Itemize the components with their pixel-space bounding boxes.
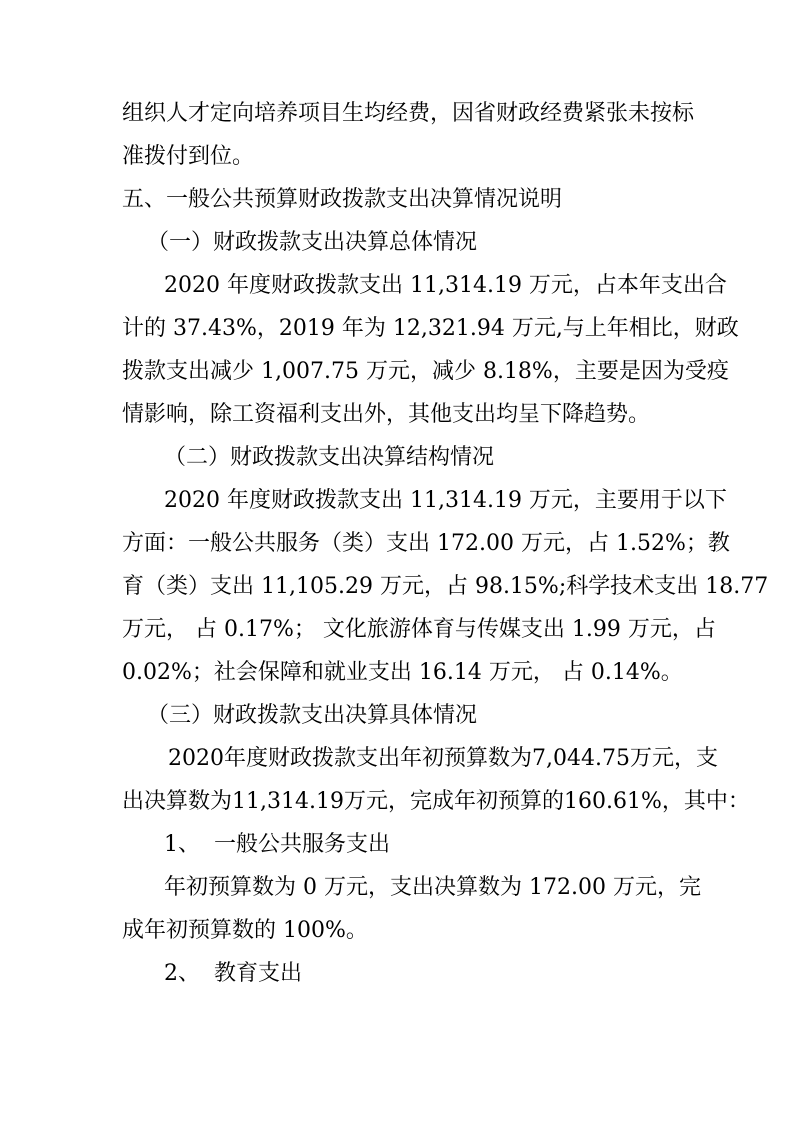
paragraph-line: 2020 年度财政拨款支出 11,314.19 万元，占本年支出合 [164,273,727,298]
paragraph-line: 情影响，除工资福利支出外，其他支出均呈下降趋势。 [122,402,651,427]
paragraph-line: 拨款支出减少 1,007.75 万元，减少 8.18%，主要是因为受疫 [122,359,729,384]
list-item-number: 1、 [164,832,200,857]
list-item-title: 一般公共服务支出 [214,832,391,857]
paragraph-line: 年初预算数为 0 万元，支出决算数为 172.00 万元，完 [164,875,701,900]
subsection-heading: （一）财政拨款支出决算总体情况 [147,230,478,255]
list-item-title: 教育支出 [214,961,303,986]
section-heading: 五、一般公共预算财政拨款支出决算情况说明 [122,187,563,212]
paragraph-line: 计的 37.43%，2019 年为 12,321.94 万元,与上年相比，财政 [122,316,739,341]
paragraph-line: 2020 年度财政拨款支出 11,314.19 万元，主要用于以下 [164,488,727,513]
paragraph-line: 2020年度财政拨款支出年初预算数为7,044.75万元，支 [168,746,718,771]
paragraph-line: 出决算数为11,314.19万元，完成年初预算的160.61%，其中： [122,789,750,814]
paragraph-line: 育（类）支出 11,105.29 万元，占 98.15%;科学技术支出 18.77 [122,574,769,599]
subsection-heading: （二）财政拨款支出决算结构情况 [164,445,495,470]
paragraph-line: 万元， 占 0.17%； 文化旅游体育与传媒支出 1.99 万元，占 [122,617,716,642]
paragraph-line: 0.02%；社会保障和就业支出 16.14 万元， 占 0.14%。 [122,660,683,685]
paragraph-line: 准拨付到位。 [122,144,255,169]
paragraph-line: 方面：一般公共服务（类）支出 172.00 万元，占 1.52%；教 [122,531,730,556]
subsection-heading: （三）财政拨款支出决算具体情况 [147,703,478,728]
list-item-number: 2、 [164,961,200,986]
paragraph-line: 成年初预算数的 100%。 [122,918,368,943]
paragraph-line: 组织人才定向培养项目生均经费，因省财政经费紧张未按标 [122,101,695,126]
